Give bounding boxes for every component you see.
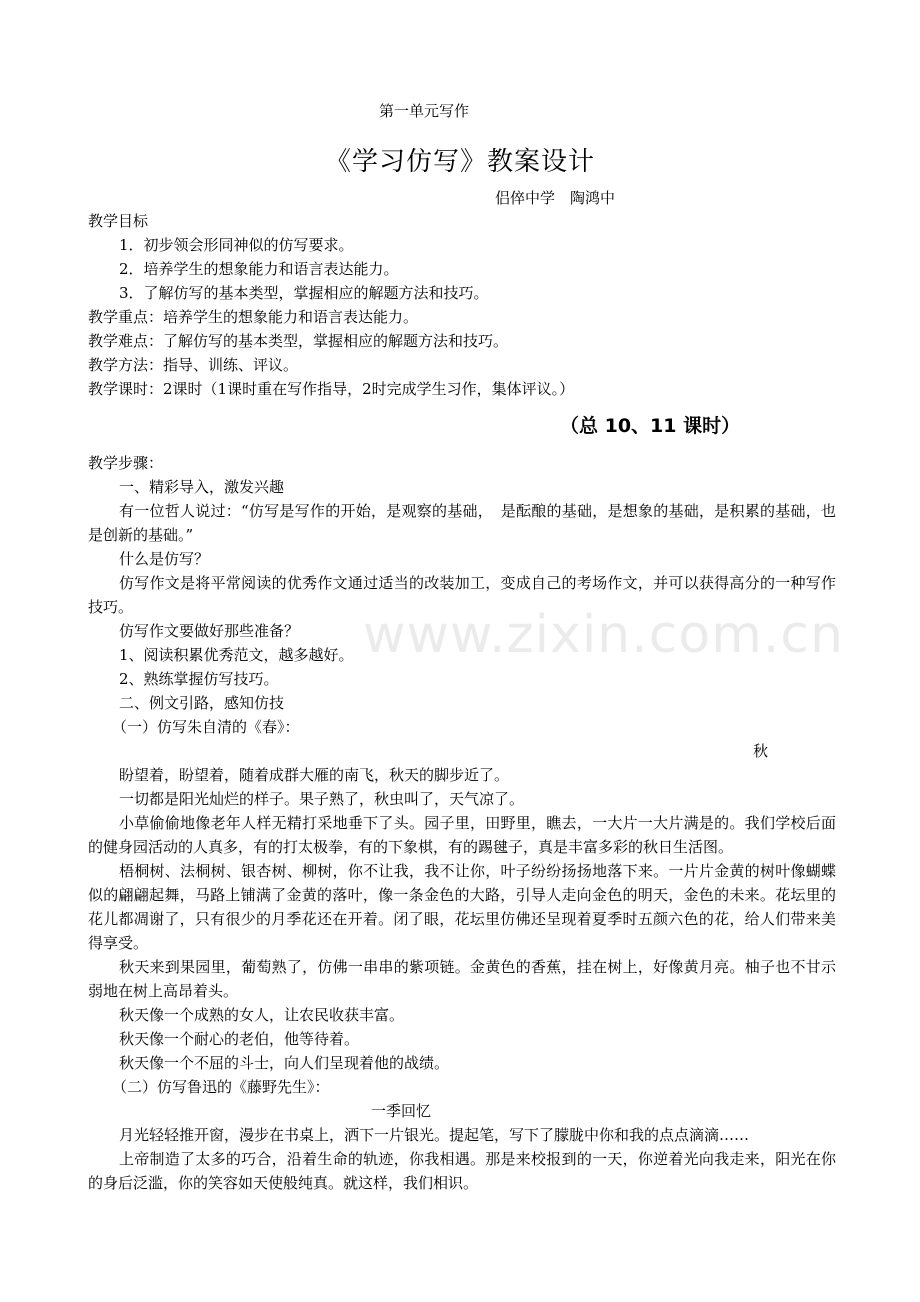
class-hours: 教学课时：2课时（1课时重在写作指导，2时完成学生习作，集体评议。） xyxy=(88,380,575,398)
prep-item: 2、熟练掌握仿写技巧。 xyxy=(119,670,279,688)
essay-paragraph: 秋天像一个成熟的女人，让农民收获丰富。 xyxy=(119,1006,405,1024)
goal-item: 2．培养学生的想象能力和语言表达能力。 xyxy=(119,260,399,278)
essay-paragraph: 月光轻轻推开窗，漫步在书桌上，洒下一片银光。提起笔，写下了朦胧中你和我的点点滴滴…… xyxy=(119,1126,750,1144)
key-point: 教学重点：培养学生的想象能力和语言表达能力。 xyxy=(88,308,419,326)
method: 教学方法：指导、训练、评议。 xyxy=(88,356,299,374)
goals-label: 教学目标 xyxy=(88,212,149,230)
goal-item: 1．初步领会形同神似的仿写要求。 xyxy=(119,236,354,254)
essay-paragraph: 一切都是阳光灿烂的样子。果子熟了，秋虫叫了，天气凉了。 xyxy=(119,790,525,808)
essay-paragraph: 上帝制造了太多的巧合，沿着生命的轨迹，你我相遇。那是来校报到的一天，你逆着光向我走来，阳光在你的身后泛滥，你的笑容如天使般纯真。就这样，我们相识。 xyxy=(88,1150,836,1192)
prep-item: 1、阅读积累优秀范文，越多越好。 xyxy=(119,646,354,664)
subsection-heading: （一）仿写朱自清的《春》： xyxy=(112,718,300,736)
section-heading: 二、例文引路，感知仿技 xyxy=(119,694,285,712)
essay-title: 一季回忆 xyxy=(371,1102,432,1120)
goal-item: 3．了解仿写的基本类型，掌握相应的解题方法和技巧。 xyxy=(119,284,489,302)
quote-paragraph: 有一位哲人说过：“仿写是写作的开始，是观察的基础， 是酝酿的基础，是想象的基础，是积累的基础，也是创新的基础。” xyxy=(88,502,836,544)
essay-paragraph: 梧桐树、法桐树、银杏树、柳树，你不让我，我不让你，叶子纷纷扬扬地落下来。一片片金黄的树叶像蝴蝶似的翩翩起舞，马路上铺满了金黄的落叶，像一条金色的大路，引导人走向金色的明天，金色的未来。花坛里的花儿都凋谢了，只有很少的月季花还在开着。闭了眼，花坛里仿佛还呈现着夏季时五颜六色的花，给人们带来美得享受。 xyxy=(88,862,836,952)
unit-heading: 第一单元写作 xyxy=(378,102,469,120)
essay-paragraph: 秋天来到果园里，葡萄熟了，仿佛一串串的紫项链。金黄色的香蕉，挂在树上，好像黄月亮。柚子也不甘示弱地在树上高昂着头。 xyxy=(88,958,836,1000)
total-hours: （总 10、11 课时） xyxy=(560,415,741,437)
section-heading: 一、精彩导入，激发兴趣 xyxy=(119,478,285,496)
question: 仿写作文要做好那些准备？ xyxy=(119,622,300,640)
essay-paragraph: 盼望着，盼望着，随着成群大雁的南飞，秋天的脚步近了。 xyxy=(119,766,510,784)
question: 什么是仿写？ xyxy=(119,550,210,568)
essay-paragraph: 秋天像一个不屈的斗士，向人们呈现着他的战绩。 xyxy=(119,1054,450,1072)
subsection-heading: （二）仿写鲁迅的《藤野先生》： xyxy=(112,1078,330,1096)
watermark: www.zixin.com.cn xyxy=(363,605,844,665)
steps-label: 教学步骤： xyxy=(88,454,164,472)
essay-title: 秋 xyxy=(753,742,769,760)
essay-paragraph: 小草偷偷地像老年人样无精打采地垂下了头。园子里，田野里，瞧去，一大片一大片满是的。我们学校后面的健身园活动的人真多，有的打太极拳，有的下象棋，有的踢毽子，真是丰富多彩的秋日生活图。 xyxy=(88,814,836,856)
author-line: 侣倅中学 陶鸿中 xyxy=(495,189,616,207)
page-title: 《学习仿写》教案设计 xyxy=(324,147,595,177)
essay-paragraph: 秋天像一个耐心的老伯，他等待着。 xyxy=(119,1030,360,1048)
answer-paragraph: 仿写作文是将平常阅读的优秀作文通过适当的改装加工，变成自己的考场作文，并可以获得高分的一种写作技巧。 xyxy=(88,574,836,616)
difficulty: 教学难点：了解仿写的基本类型，掌握相应的解题方法和技巧。 xyxy=(88,332,509,350)
